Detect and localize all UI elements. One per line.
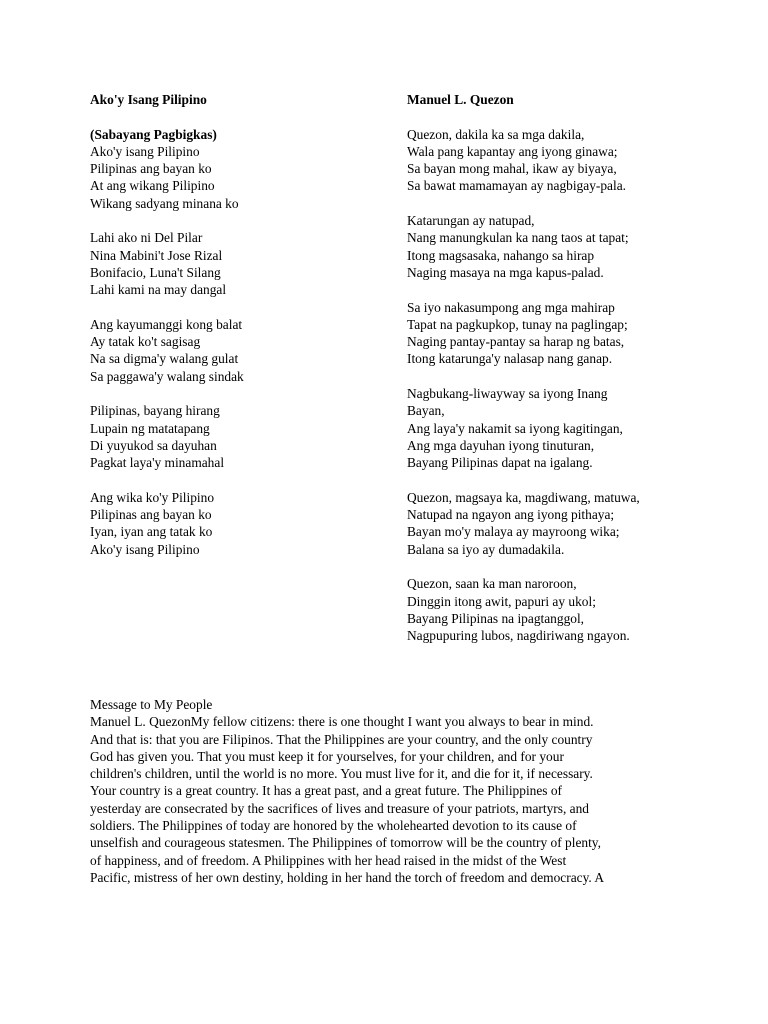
poem-line: Lahi kami na may dangal: [90, 282, 227, 298]
left-stanza-2: [90, 229, 390, 298]
poem-line: Itong katarunga'y nalasap nang ganap.: [407, 351, 613, 367]
message-line: Pacific, mistress of her own destiny, holding in her hand the torch of freedom and democracy. A: [90, 869, 605, 885]
right-stanza-4: [407, 385, 707, 471]
poem-line: Nang manungkulan ka nang taos at tapat;: [407, 230, 629, 246]
spacer: [407, 472, 707, 489]
poem-line: Sa bayan mong mahal, ikaw ay biyaya,: [407, 161, 617, 177]
poem-line: Bayang Pilipinas na ipagtanggol,: [407, 610, 585, 626]
right-poem: [407, 91, 707, 645]
poem-line: Ang mga dayuhan iyong tinuturan,: [407, 437, 595, 453]
message-line: soldiers. The Philippines of today are honored by the wholehearted devotion to its cause of: [90, 818, 577, 834]
poem-line: Tapat na pagkupkop, tunay na paglingap;: [407, 316, 628, 332]
poem-line: Di yuyukod sa dayuhan: [90, 437, 217, 453]
poem-line: Lahi ako ni Del Pilar: [90, 230, 203, 246]
poem-line: Bayang Pilipinas dapat na igalang.: [407, 455, 593, 471]
poem-line: Sa bawat mamamayan ay nagbigay-pala.: [407, 178, 626, 194]
right-stanza-3: [407, 299, 707, 368]
poem-line: Nagbukang-liwayway sa iyong Inang: [407, 386, 608, 402]
poem-line: At ang wikang Pilipino: [90, 178, 215, 194]
right-stanza-2: [407, 212, 707, 281]
poem-line: Naging masaya na mga kapus-palad.: [407, 264, 604, 280]
poem-line: Sa iyo nakasumpong ang mga mahirap: [407, 299, 615, 315]
poem-line: Natupad na ngayon ang iyong pithaya;: [407, 507, 615, 523]
poem-line: Ang kayumanggi kong balat: [90, 316, 243, 332]
poem-line: Ako'y isang Pilipino: [90, 143, 200, 159]
poem-line: Lupain ng matatapang: [90, 420, 210, 436]
poem-line: Dinggin itong awit, papuri ay ukol;: [407, 593, 596, 609]
poem-line: Quezon, saan ka man naroroon,: [407, 576, 577, 592]
message-line: Your country is a great country. It has a great past, and a great future. The Philippines of: [90, 783, 563, 799]
poem-line: Pilipinas ang bayan ko: [90, 507, 212, 523]
poem-line: Naging pantay-pantay sa harap ng batas,: [407, 334, 625, 350]
poem-line: Nina Mabini't Jose Rizal: [90, 247, 223, 263]
left-stanza-5: [90, 489, 390, 558]
spacer: [90, 299, 390, 316]
right-stanza-1: [407, 126, 707, 195]
poem-line: Bonifacio, Luna't Silang: [90, 264, 221, 280]
right-poem-title: Manuel L. Quezon: [407, 92, 514, 107]
message-line: unselfish and courageous statesmen. The Philippines of tomorrow will be the country of plenty,: [90, 835, 601, 851]
poem-line: Ang wika ko'y Pilipino: [90, 489, 215, 505]
poem-line: Quezon, magsaya ka, magdiwang, matuwa,: [407, 489, 640, 505]
spacer: [90, 212, 390, 229]
right-stanza-5: [407, 489, 707, 558]
spacer: [407, 368, 707, 385]
poem-line: Katarungan ay natupad,: [407, 213, 535, 229]
message-line: yesterday are consecrated by the sacrifices of lives and treasure of your patriots, martyrs, and: [90, 800, 589, 816]
poem-line: Na sa digma'y walang gulat: [90, 351, 239, 367]
left-poem-title: Ako'y Isang Pilipino: [90, 92, 207, 107]
poem-line: Pilipinas ang bayan ko: [90, 161, 212, 177]
left-stanza-3: [90, 316, 390, 385]
poem-line: Itong magsasaka, nahango sa hirap: [407, 247, 595, 263]
poem-line: Ang laya'y nakamit sa iyong kagitingan,: [407, 420, 623, 436]
message-line: And that is: that you are Filipinos. That the Philippines are your country, and the only country: [90, 731, 593, 747]
message-line: God has given you. That you must keep it for yourselves, for your children, and for your: [90, 748, 564, 764]
spacer: [407, 195, 707, 212]
left-stanza-4: [90, 402, 390, 471]
left-poem: [90, 91, 390, 558]
left-stanza-1: [90, 143, 390, 212]
spacer: [407, 281, 707, 298]
poem-line: Iyan, iyan ang tatak ko: [90, 524, 213, 540]
poem-line: Balana sa iyo ay dumadakila.: [407, 541, 565, 557]
poem-line: Nagpupuring lubos, nagdiriwang ngayon.: [407, 628, 630, 644]
poem-line: Bayan mo'y malaya ay mayroong wika;: [407, 524, 620, 540]
message-section: [90, 696, 690, 886]
poem-line: Wikang sadyang minana ko: [90, 195, 239, 211]
poem-line: Pagkat laya'y minamahal: [90, 455, 225, 471]
message-heading: Message to My People: [90, 697, 213, 712]
message-line: Manuel L. QuezonMy fellow citizens: there is one thought I want you always to bear in mind.: [90, 714, 594, 730]
poem-line: Ay tatak ko't sagisag: [90, 334, 201, 350]
spacer: [407, 558, 707, 575]
poem-line: Wala pang kapantay ang iyong ginawa;: [407, 143, 618, 159]
message-line: of happiness, and of freedom. A Philippines with her head raised in the midst of the West: [90, 852, 567, 868]
poem-line: Ako'y isang Pilipino: [90, 541, 200, 557]
poem-line: Quezon, dakila ka sa mga dakila,: [407, 126, 585, 142]
spacer: [90, 108, 390, 125]
poem-line: Pilipinas, bayang hirang: [90, 403, 220, 419]
message-line: children's children, until the world is no more. You must live for it, and die for it, if necessary.: [90, 766, 593, 782]
spacer: [90, 385, 390, 402]
poem-line: Sa paggawa'y walang sindak: [90, 368, 244, 384]
left-poem-subtitle: (Sabayang Pagbigkas): [90, 126, 217, 142]
poem-line: Bayan,: [407, 403, 445, 419]
spacer: [90, 472, 390, 489]
right-stanza-6: [407, 575, 707, 644]
spacer: [407, 108, 707, 125]
